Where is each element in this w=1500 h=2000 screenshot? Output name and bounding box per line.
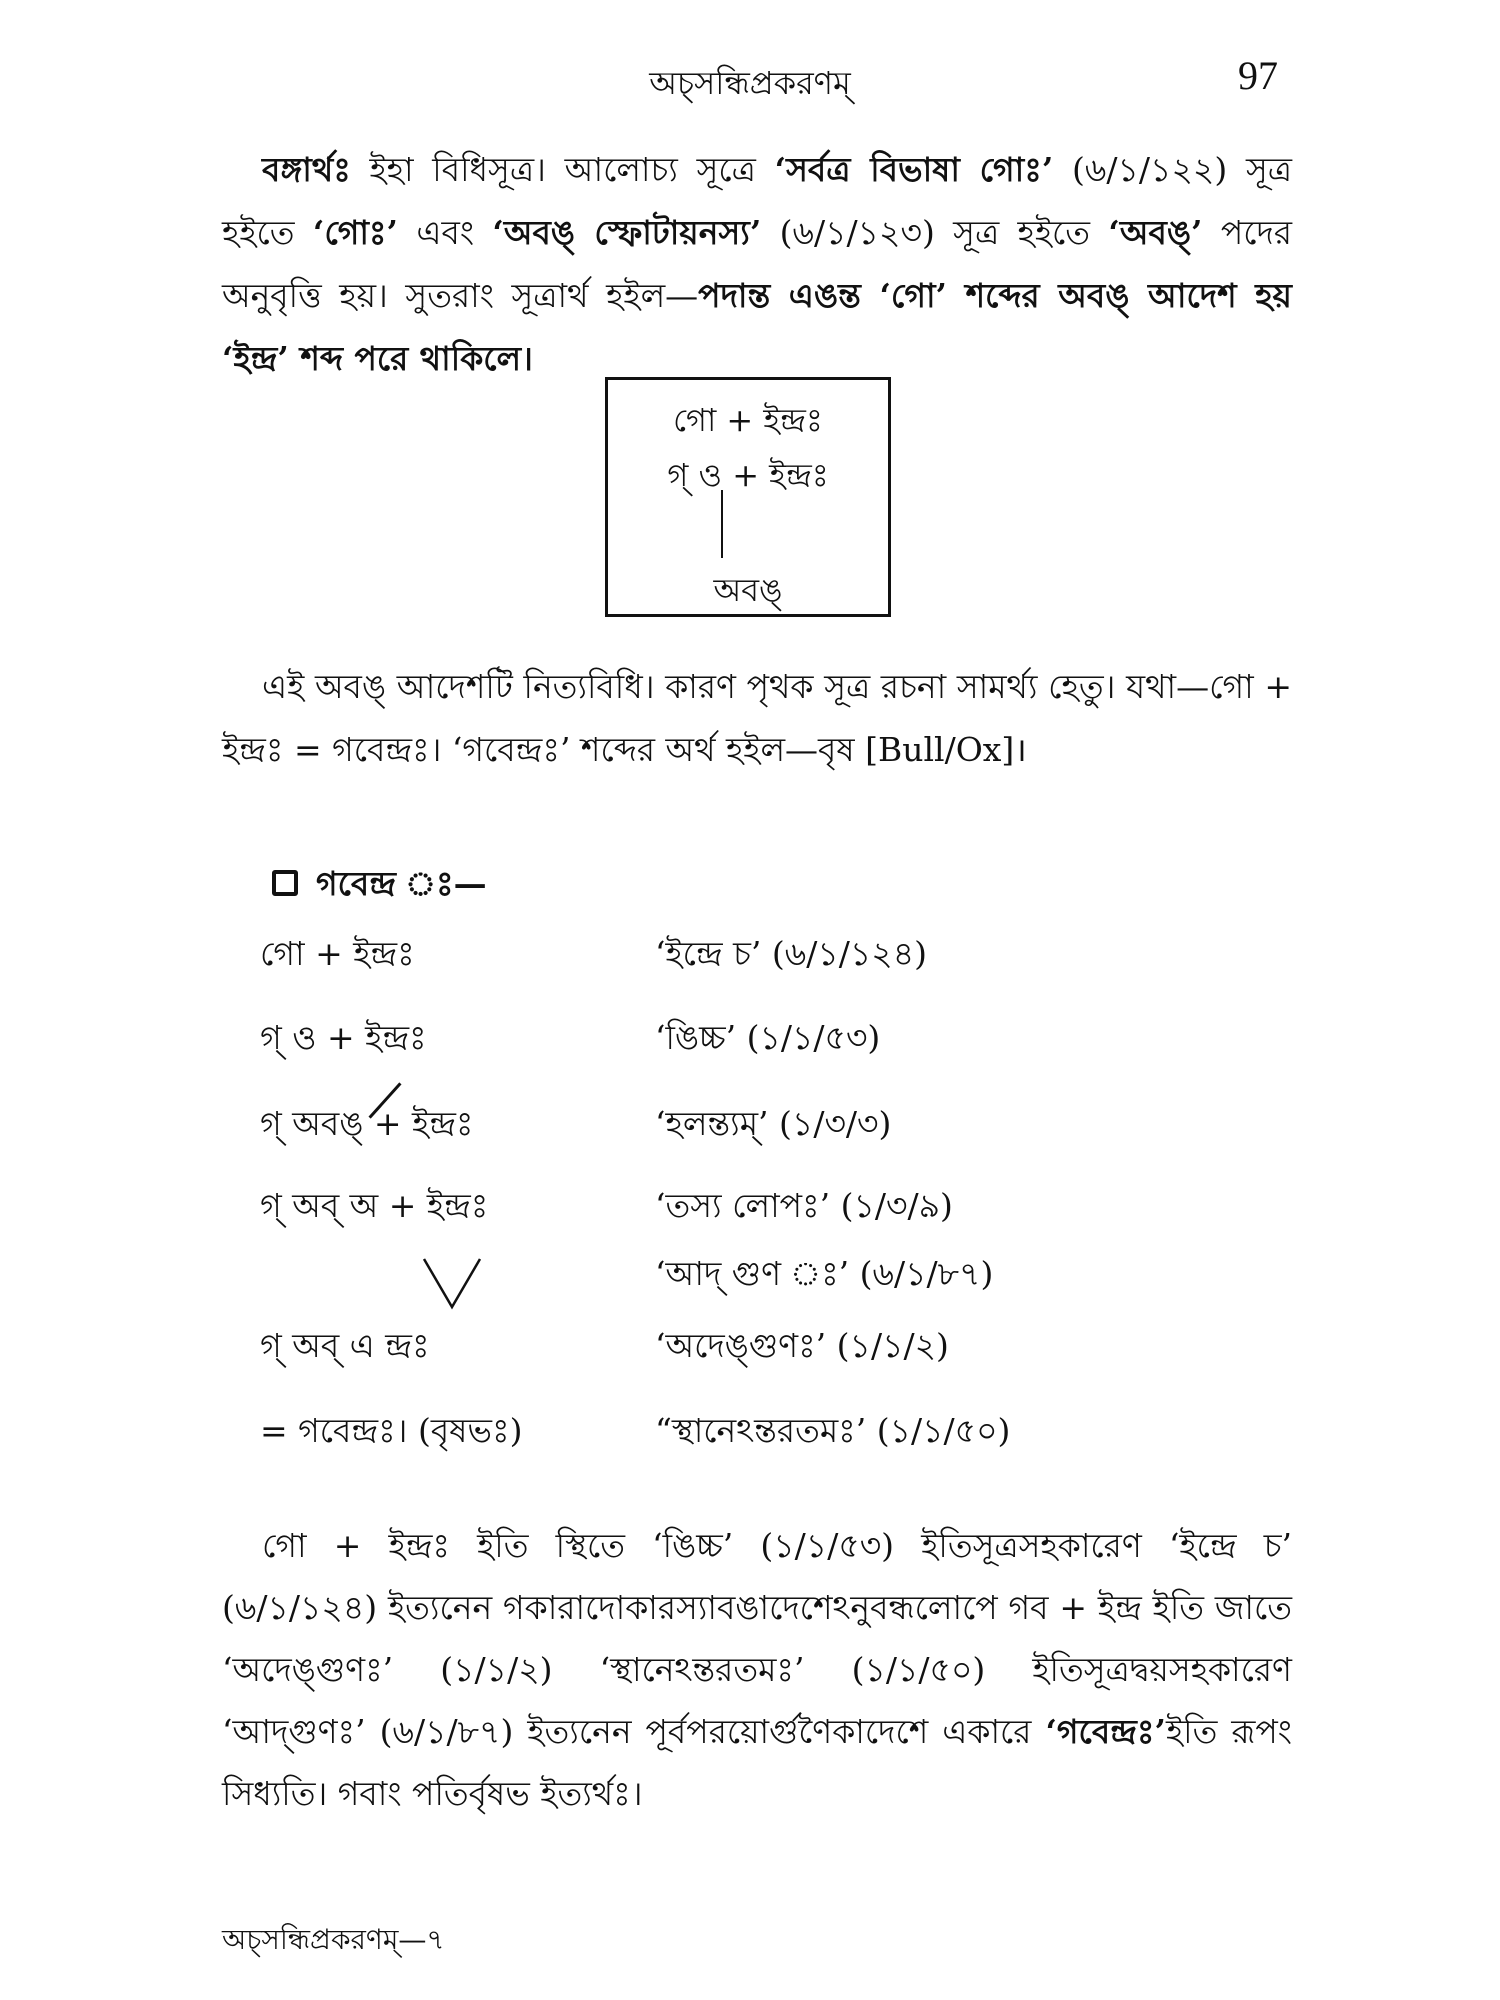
derivation-step-right: “স্থানেঽন্তরতমঃ’ (১/১/৫০) xyxy=(655,1411,1011,1450)
derivation-step-right: ‘হলন্ত্যম্’ (১/৩/৩) xyxy=(655,1104,892,1143)
page-footer: অচ্সন্ধিপ্রকরণম্—৭ xyxy=(222,1923,445,1956)
section-heading: গবেন্দ্র ঃ— xyxy=(272,858,487,914)
box-line-1: গো + ইন্দ্রঃ xyxy=(673,401,823,439)
derivation-step-right: ‘ইন্দ্রে চ’ (৬/১/১২৪) xyxy=(655,934,928,973)
derivation-step-left: গ্ অব্ এ ন্দ্রঃ xyxy=(260,1326,430,1365)
derivation-step-left: গ্ ও + ইন্দ্রঃ xyxy=(260,1018,427,1057)
derivation-step-left: = গবেন্দ্রঃ। (বৃষভঃ) xyxy=(260,1411,523,1450)
derivation-step-right: ‘অদেঙ্গুণঃ’ (১/১/২) xyxy=(655,1326,949,1365)
box-line-2: গ্ ও + ইন্দ্রঃ xyxy=(667,456,829,494)
meaning-paragraph: বঙ্গার্থঃ ইহা বিধিসূত্র। আলোচ্য সূত্রে ‘সর্বত্র বিভাষা গোঃ’ (৬/১/১২২) সূত্র হইতে ‘গোঃ’ এবং ‘অবঙ্ স্ফোটায়নস্য’ (৬/১/১২৩) সূত্র হইতে ‘অবঙ্’ পদের অনুবৃত্তি হয়। সুতরাং সূত্রার্থ হইল—পদান্ত এঙন্ত ‘গো’ শব্দের অবঙ্ আদেশ হয় ‘ইন্দ্র’ শব্দ পরে থাকিলে। xyxy=(222,150,1293,378)
checkbox-square-icon xyxy=(272,870,298,896)
derivation-step-right: ‘আদ্ গুণ ঃ’ (৬/১/৮৭) xyxy=(655,1254,994,1293)
merge-v-mark xyxy=(420,1255,484,1313)
derivation-step-right: ‘তস্য লোপঃ’ (১/৩/৯) xyxy=(655,1186,953,1225)
rule-paragraph: এই অবঙ্ আদেশটি নিত্যবিধি। কারণ পৃথক সূত্র রচনা সামর্থ্য হেতু। যথা—গো + ইন্দ্রঃ = গবেন্দ্রঃ। ‘গবেন্দ্রঃ’ শব্দের অর্থ হইল—বৃষ [Bull/Ox]। xyxy=(222,667,1292,769)
page-number: 97 xyxy=(1238,53,1278,98)
sanskrit-paragraph: গো + ইন্দ্রঃ ইতি স্থিতে ‘ঙিচ্চ’ (১/১/৫৩) ইতিসূত্রসহকারেণ ‘ইন্দ্রে চ’ (৬/১/১২৪) ইত্যনেন গকারাদোকারস্যাবঙাদেশেঽনুবন্ধলোপে গব + ইন্দ্র ইতি জাতে ‘অদেঙ্গুণঃ’ (১/১/২) ‘স্থানেঽন্তরতমঃ’ (১/১/৫০) ইতিসূত্রদ্বয়সহকারেণ ‘আদ্গুণঃ’ (৬/১/৮৭) ইত্যনেন পূর্বপরয়োর্গুণৈকাদেশে একারে ‘গবেন্দ্রঃ’ইতি রূপং সিধ্যতি। গবাং পতির্বৃষভ ইত্যর্থঃ। xyxy=(222,1526,1292,1813)
derivation-step-right: ‘ঙিচ্চ’ (১/১/৫৩) xyxy=(655,1018,881,1057)
meaning-label: বঙ্গার্থঃ xyxy=(262,150,351,189)
box-line-3: অবঙ্ xyxy=(713,571,783,609)
box-connector-line xyxy=(721,490,723,558)
derivation-step-left: গ্ অবঙ্ + ইন্দ্রঃ xyxy=(260,1104,474,1143)
running-header: অচ্সন্ধিপ্রকরণম্ xyxy=(649,64,851,102)
derivation-step-left: গ্ অব্ অ + ইন্দ্রঃ xyxy=(260,1186,489,1225)
derivation-step-left: গো + ইন্দ্রঃ xyxy=(260,934,415,973)
